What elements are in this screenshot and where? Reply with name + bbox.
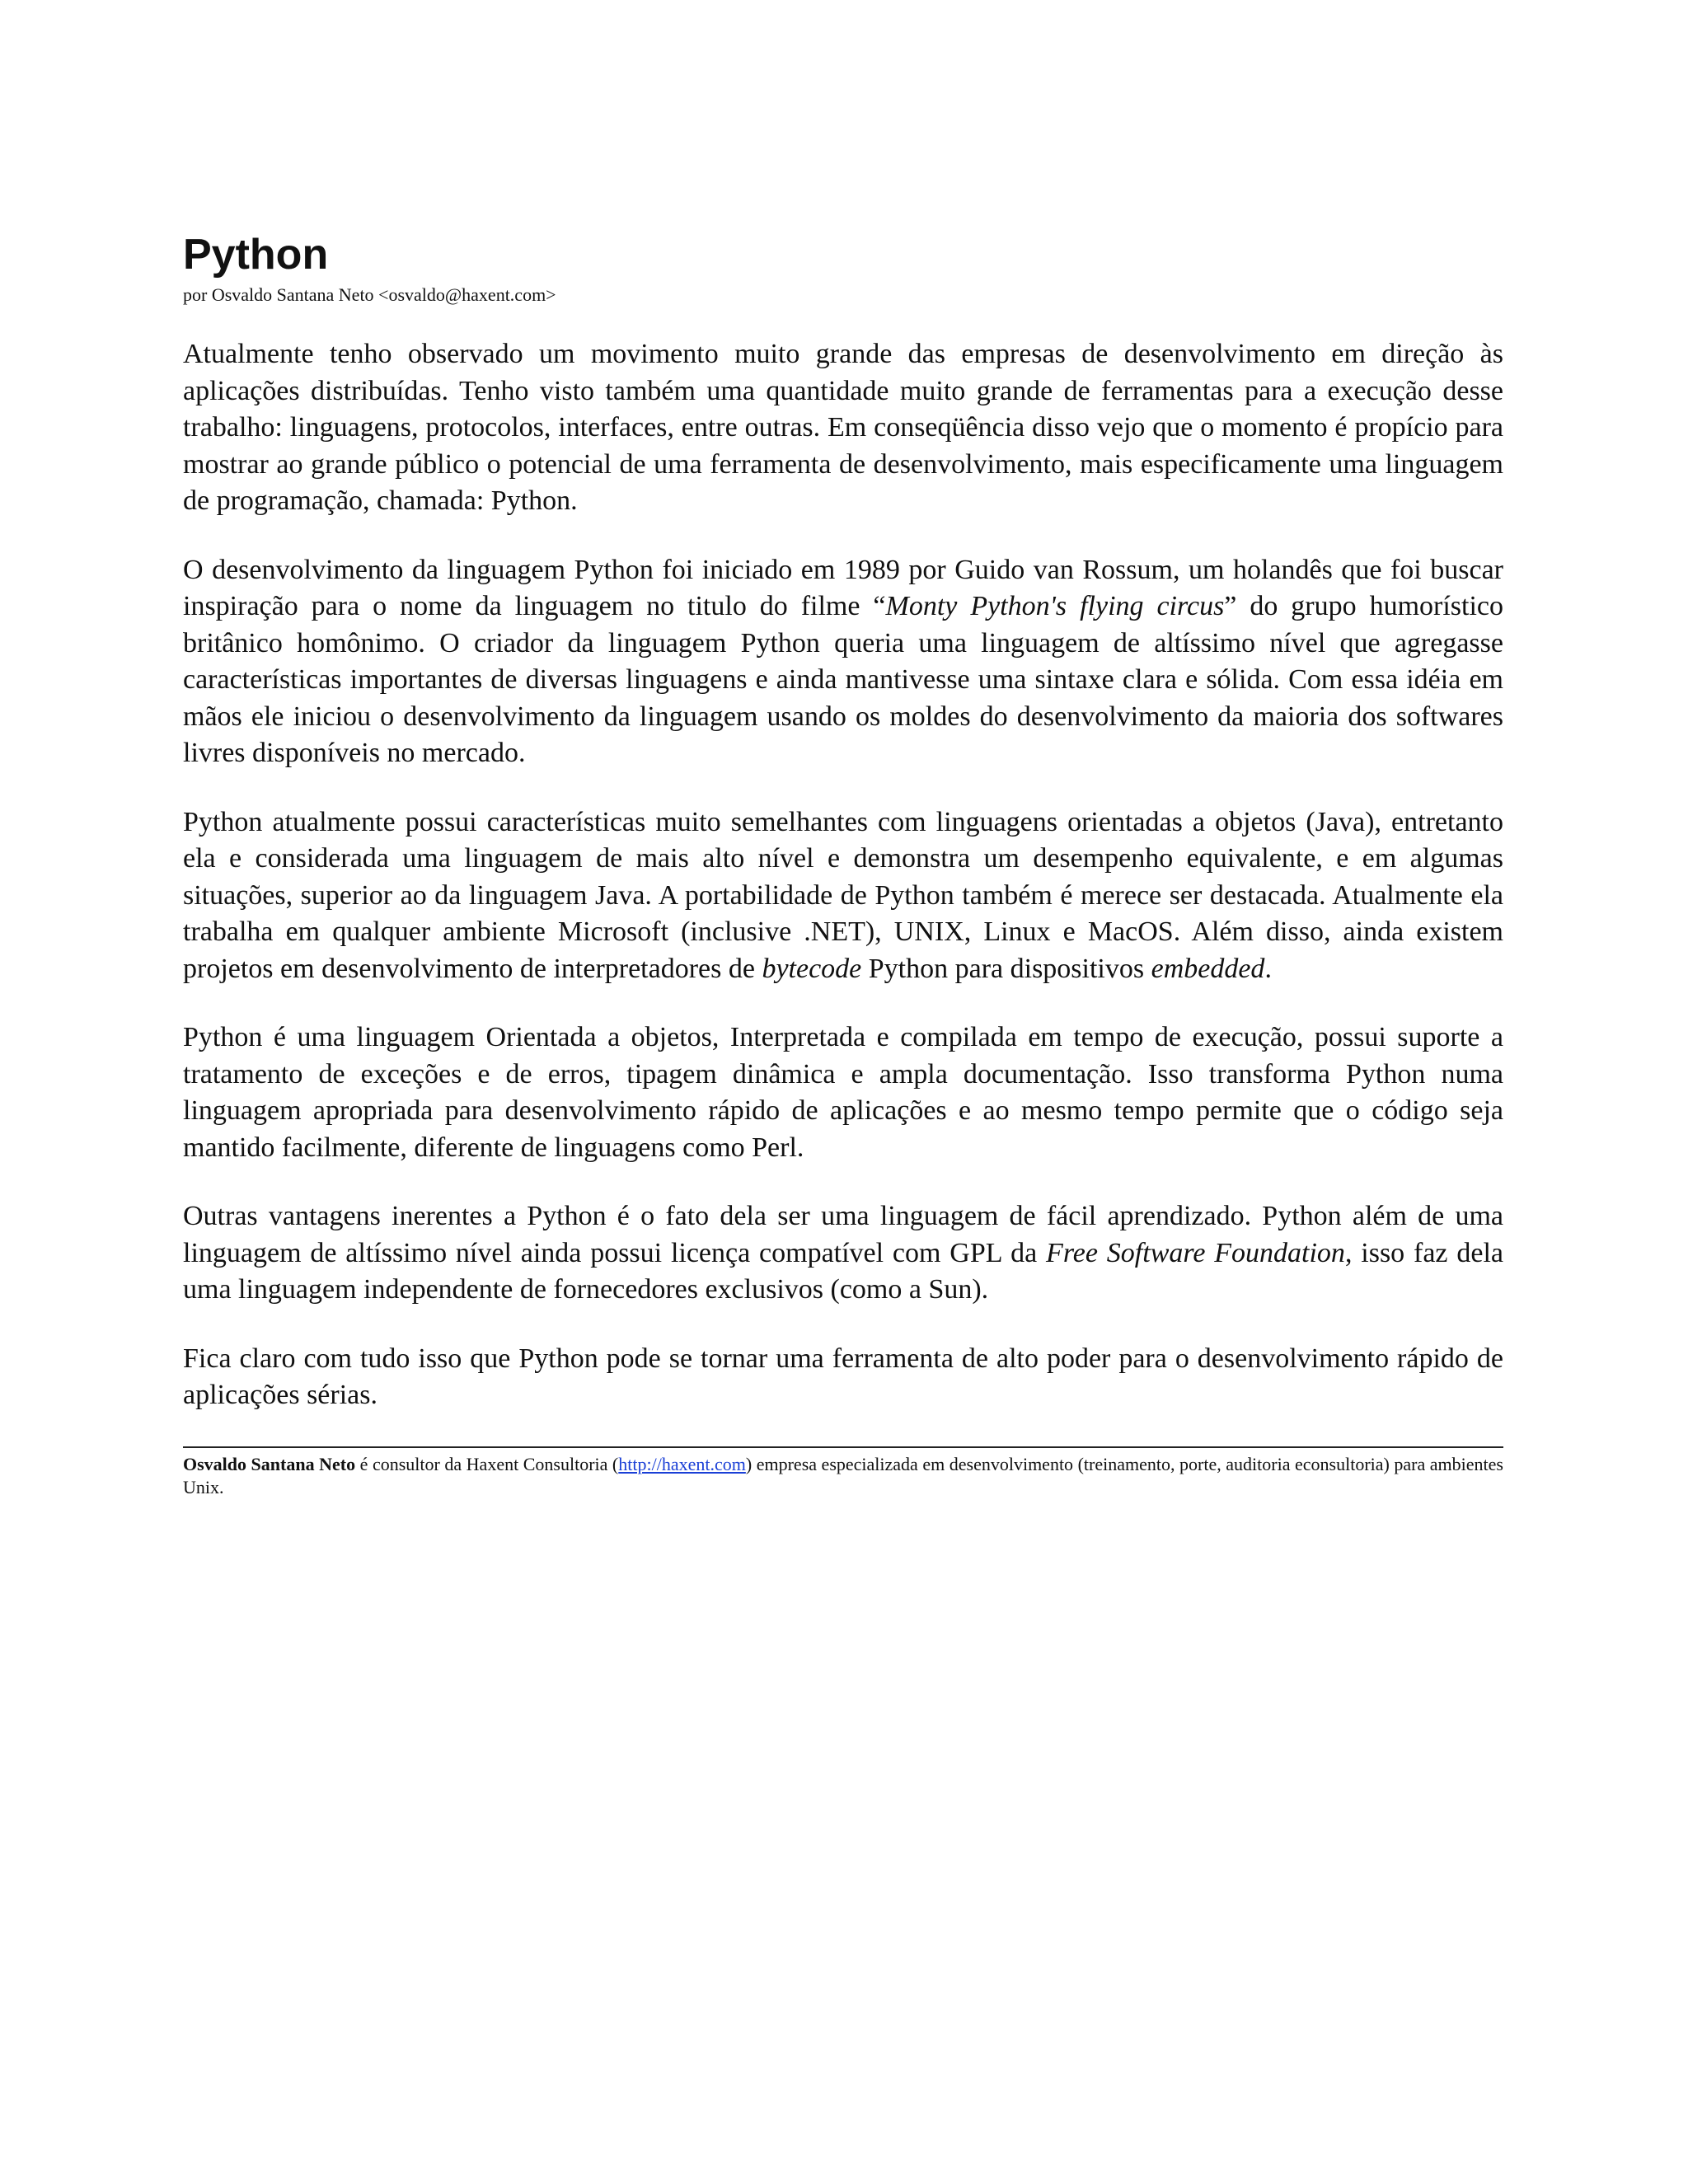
footnote-text-a: é consultor da Haxent Consultoria ( [355,1453,619,1474]
paragraph-3 [183,804,1503,988]
paragraph-2 [183,552,1503,772]
document-page [183,227,1503,1499]
paragraph-2-text-a: O desenvolvimento da linguagem Python foi iniciado em 1989 por Guido van Rossum, um holandês que foi buscar inspiração para o nome da linguagem no titulo do filme “ [183,554,1503,621]
paragraph-4: Python é uma linguagem Orientada a objetos, Interpretada e compilada em tempo de execução, possui suporte a tratamento de exceções e de erros, tipagem dinâmica e ampla documentação. Isso transforma Python numa linguagem apropriada para desenvolvimento rápido de aplicações e ao mesmo tempo permite que o código seja mantido facilmente, diferente de linguagens como Perl. [183,1022,1503,1163]
footer-divider [183,1446,1503,1448]
author-footnote [183,1453,1503,1499]
footnote-text-b: ) empresa especializada em desenvolvimento (treinamento, porte, auditoria econsultoria) para ambientes Unix. [183,1453,1503,1497]
paragraph-3-text-a: Python atualmente possui características muito semelhantes com linguagens orientadas a objetos (Java), entretanto ela e considerada uma linguagem de mais alto nível e demonstra um desempenho equivalente, e em algumas situações, superior ao da linguagem Java. A portabilidade de Python também é merece ser destacada. Atualmente ela trabalha em qualquer ambiente Microsoft (inclusive .NET), UNIX, Linux e MacOS. Além disso, ainda existem projetos em desenvolvimento de interpretadores de [183,806,1503,984]
article-byline: por Osvaldo Santana Neto <osvaldo@haxent.com> [183,284,556,305]
article-title: Python [183,231,329,279]
embedded-term: embedded [1151,953,1265,984]
film-title: Monty Python's flying circus [885,591,1225,621]
footnote-author: Osvaldo Santana Neto [183,1453,356,1474]
paragraph-6: Fica claro com tudo isso que Python pode se tornar uma ferramenta de alto poder para o desenvolvimento rápido de aplicações sérias. [183,1343,1503,1410]
fsf-name: Free Software Foundation [1046,1237,1345,1268]
paragraph-5-text-b: , isso faz dela uma linguagem independente de fornecedores exclusivos (como a Sun). [183,1237,1503,1305]
paragraph-5-text-a: Outras vantagens inerentes a Python é o fato dela ser uma linguagem de fácil aprendizado. Python além de uma linguagem de altíssimo nível ainda possui licença compatível com GPL da [183,1201,1503,1268]
paragraph-2-text-b: ” do grupo humorístico britânico homônimo. O criador da linguagem Python queria uma linguagem de altíssimo nível que agregasse características importantes de diversas linguagens e ainda mantivesse uma sintaxe clara e sólida. Com essa idéia em mãos ele iniciou o desenvolvimento da linguagem usando os moldes do desenvolvimento da maioria dos softwares livres disponíveis no mercado. [183,591,1503,768]
paragraph-5 [183,1198,1503,1309]
paragraph-3-text-c: . [1264,953,1272,984]
paragraph-1: Atualmente tenho observado um movimento muito grande das empresas de desenvolvimento em direção às aplicações distribuídas. Tenho visto também uma quantidade muito grande de ferramentas para a execução desse trabalho: linguagens, protocolos, interfaces, entre outras. Em conseqüência disso vejo que o momento é propício para mostrar ao grande público o potencial de uma ferramenta de desenvolvimento, mais especificamente uma linguagem de programação, chamada: Python. [183,339,1503,516]
bytecode-term: bytecode [762,953,862,984]
paragraph-3-text-b: Python para dispositivos [861,953,1151,984]
haxent-link[interactable]: http://haxent.com [618,1453,746,1474]
